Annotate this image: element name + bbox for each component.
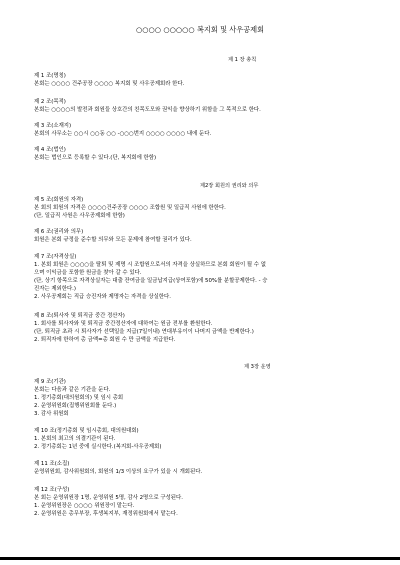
article-line: 1. 정기총회(대의원회의) 및 임시 총회 [34, 395, 124, 401]
article-heading: 제 1 조(명칭) [34, 73, 66, 79]
article-line: 1. 운영위원장은 ○○○○ 위원장이 맡는다. [34, 503, 135, 509]
article-line: 본 회는 운영위원장 1명, 운영위원 5명, 감사 2명으로 구성된다. [34, 495, 183, 501]
article-line: 3. 감사 위원회 [34, 411, 69, 417]
article-line: 1. 회사를 퇴사자와 및 퇴직금 중간정산자에 대하여는 원금 전부를 환원한다. [34, 321, 213, 327]
article-heading: 제 2 조(목적) [34, 99, 66, 105]
article-2 [34, 98, 374, 114]
article-line: 본회는 ○○○○의 발전과 회원들 상호간의 친목도모와 권익을 향상하기 위함을 그 목적으로 한다. [34, 107, 261, 113]
chapter-2-heading: 제2장 회원의 권리와 의무 [200, 183, 259, 189]
chapter-1-heading: 제 1 장 총칙 [228, 57, 257, 63]
article-heading: 제 11 조(소집) [34, 461, 70, 467]
article-7 [34, 253, 374, 301]
article-line: 진자는 제외한다.) [34, 286, 76, 292]
article-heading: 제 9 조(기관) [34, 379, 66, 385]
document-title: ○○○○ ○○○○○ 복지회 및 사우공제회 [135, 25, 265, 34]
article-line: 2. 사우공제회는 직급 승진자와 제명자는 자격을 상실한다. [34, 294, 171, 300]
article-line: 2. 운영위원회(집행위원회를 둔다.) [34, 403, 117, 409]
article-line: 본회는 다음과 같은 기관을 둔다. [34, 387, 111, 393]
article-heading: 제 7 조(자격상실) [34, 254, 77, 260]
article-line: 2. 운영위원은 총무부장, 후생복지부, 재정위원회에서 맡는다. [34, 511, 178, 517]
article-heading: 제 6 조(권리와 의무) [34, 229, 84, 235]
article-heading: 제 8 조(퇴사자 및 퇴직금 중간 정산자) [34, 313, 125, 319]
article-line: 으며 이익금을 포함한 원금을 찾아 갈 수 있다. [34, 270, 142, 276]
article-line: 회원은 본회 규정을 준수할 의무와 모든 문제에 참여할 권리가 있다. [34, 237, 192, 243]
article-line: 2. 퇴직자에 한하여 총 금액=총 회원 수 만 금액을 지급한다. [34, 337, 176, 343]
article-5 [34, 196, 374, 220]
article-12 [34, 486, 374, 518]
chapter-3-heading: 제 3장 운영 [244, 364, 271, 370]
article-9 [34, 378, 374, 418]
article-6 [34, 228, 374, 244]
article-line: (단, 일급직 사원은 사우공제회에 한함) [34, 213, 125, 219]
article-line: 운영위원회, 감사위원회의, 회원의 1/3 이상의 요구가 있을 시 개회된다. [34, 469, 203, 475]
article-line: 본 회의 회원의 자격은 ○○○○건주공장 ○○○○ 조합원 및 일급직 사원에 한한다. [34, 205, 226, 211]
article-4 [34, 146, 374, 162]
article-line: 1. 본회 회원은 ○○○○을 탈퇴 및 제명 시 조합원으로서의 자격을 상실하므로 본회 회원이 될 수 없 [34, 262, 266, 268]
article-10 [34, 427, 374, 451]
article-1 [34, 72, 374, 88]
article-heading: 제 5 조(회원의 자격) [34, 197, 84, 203]
article-heading: 제 3 조(소재지) [34, 123, 72, 129]
article-heading: 제 4 조(법인) [34, 147, 66, 153]
article-8 [34, 312, 374, 344]
article-line: 2. 정기총회는 1년 중에 실시한다.(복지회-사우공제회) [34, 444, 162, 450]
article-heading: 제 10 조(정기총회 및 임시총회, 대의원대회) [34, 428, 139, 434]
article-line: 1. 본회의 최고의 의결기관이 된다. [34, 436, 116, 442]
article-line: 본회는 ○○○○ 건주공장 ○○○○ 복지회 및 사우공제회라 한다. [34, 81, 185, 87]
page-bottom-rule [0, 557, 400, 560]
article-line: 본회는 법인으로 등록할 수 있다.(단, 복지회에 한함) [34, 155, 157, 161]
article-line: 본회의 사무소는 ○○시 ○○동 ○○ -○○○번지 ○○○○ ○○○○ 내에 둔다. [34, 131, 212, 137]
article-heading: 제 12 조(구성) [34, 487, 70, 493]
article-3 [34, 122, 374, 138]
article-line: (단, 상기 항목으로 자격상실자는 대출 잔여금을 일금납지급(상여포함)에 50%를 분할공제한다. - 승 [34, 278, 268, 284]
article-11 [34, 460, 374, 476]
article-line: (단, 퇴직금 초과 시 퇴사자가 선택일을 지급(7일이내) 연대부유이이 나머지 금액을 반제한다.) [34, 329, 254, 335]
